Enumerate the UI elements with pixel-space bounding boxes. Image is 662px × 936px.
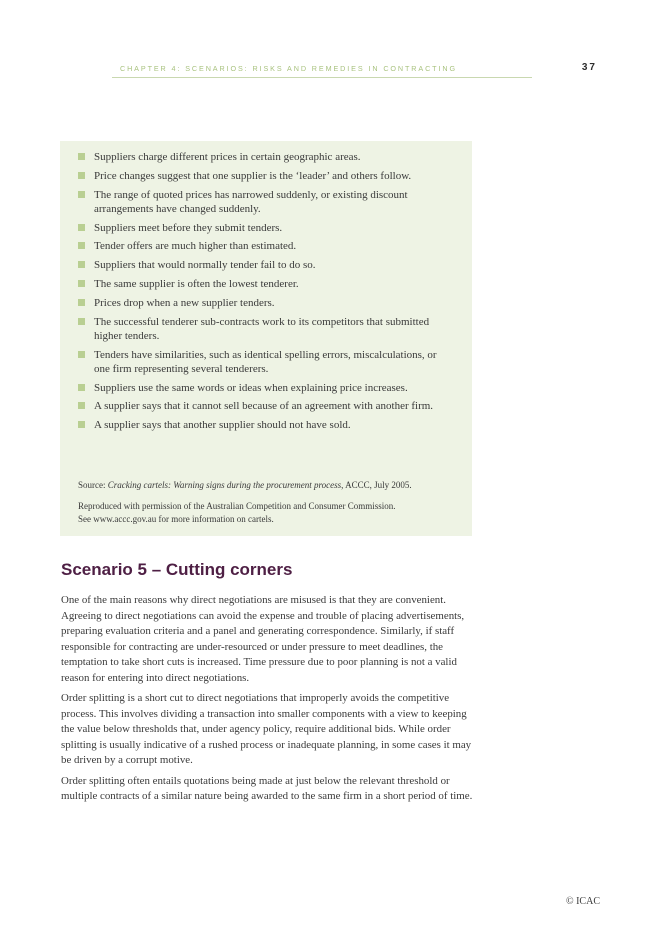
list-item: The range of quoted prices has narrowed suddenly, or existing discount arrangements have changed suddenly. bbox=[78, 188, 450, 216]
bullet-square-icon bbox=[78, 242, 85, 249]
bullet-square-icon bbox=[78, 224, 85, 231]
bullet-square-icon bbox=[78, 153, 85, 160]
source-citation: Source: Cracking cartels: Warning signs during the procurement process, ACCC, July 2005. bbox=[78, 480, 412, 490]
header-divider bbox=[112, 77, 532, 78]
list-item: The successful tenderer sub-contracts work to its competitors that submitted higher tenders. bbox=[78, 315, 450, 343]
bullet-square-icon bbox=[78, 384, 85, 391]
paragraph: One of the main reasons why direct negotiations are misused is that they are convenient. Agreeing to direct negotiations can avoid the expense and trouble of placing advertisements, preparing evaluation criteria and a panel and generating correspondence. Similarly, if staff responsible for contracting are under-resourced or under pressure to meet deadlines, the temptation to take short cuts is increased. Time pressure due to poor planning is not a valid reason for entering into direct negotiations. bbox=[61, 594, 465, 684]
page-header bbox=[60, 62, 605, 80]
bullet-square-icon bbox=[78, 351, 85, 358]
list-item: Suppliers meet before they submit tenders. bbox=[78, 221, 450, 235]
list-item: Tender offers are much higher than estimated. bbox=[78, 239, 450, 253]
section-body bbox=[61, 593, 481, 810]
list-item: The same supplier is often the lowest tenderer. bbox=[78, 277, 450, 291]
chapter-title: CHAPTER 4: SCENARIOS: RISKS AND REMEDIES IN CONTRACTING bbox=[120, 64, 457, 73]
list-item: A supplier says that it cannot sell because of an agreement with another firm. bbox=[78, 399, 450, 413]
bullet-square-icon bbox=[78, 421, 85, 428]
reproduction-notice: Reproduced with permission of the Australian Competition and Consumer Commission. See www.accc.gov.au for more information on cartels. bbox=[78, 501, 396, 524]
bullet-square-icon bbox=[78, 299, 85, 306]
copyright-footer: © ICAC bbox=[566, 896, 600, 907]
bullet-square-icon bbox=[78, 261, 85, 268]
list-item: Prices drop when a new supplier tenders. bbox=[78, 296, 450, 310]
page-number: 37 bbox=[581, 62, 597, 73]
warning-signs-box bbox=[60, 141, 472, 536]
bullet-square-icon bbox=[78, 402, 85, 409]
bullet-square-icon bbox=[78, 280, 85, 287]
bullet-square-icon bbox=[78, 172, 85, 179]
warning-signs-list bbox=[78, 150, 450, 437]
list-item: Suppliers use the same words or ideas when explaining price increases. bbox=[78, 381, 450, 395]
bullet-square-icon bbox=[78, 318, 85, 325]
source-title: Cracking cartels: Warning signs during the procurement process bbox=[107, 480, 342, 490]
bullet-square-icon bbox=[78, 191, 85, 198]
section-heading: Scenario 5 – Cutting corners bbox=[61, 560, 293, 579]
list-item: A supplier says that another supplier should not have sold. bbox=[78, 418, 450, 432]
paragraph: Order splitting often entails quotations being made at just below the relevant threshold or multiple contracts of a similar nature being awarded to the same firm in a short period of time. bbox=[61, 774, 473, 802]
list-item: Tenders have similarities, such as identical spelling errors, miscalculations, or one firm representing several tenderers. bbox=[78, 348, 450, 376]
paragraph: Order splitting is a short cut to direct negotiations that improperly avoids the competitive process. This involves dividing a transaction into smaller components with a view to keeping the value below thresholds that, under agency policy, require additional bids. While order splitting is usually indicative of a rushed process or inadequate planning, in some cases it may be driven by a corrupt motive. bbox=[61, 692, 472, 766]
list-item: Price changes suggest that one supplier is the ‘leader’ and others follow. bbox=[78, 169, 450, 183]
list-item: Suppliers that would normally tender fail to do so. bbox=[78, 258, 450, 272]
list-item: Suppliers charge different prices in certain geographic areas. bbox=[78, 150, 450, 164]
